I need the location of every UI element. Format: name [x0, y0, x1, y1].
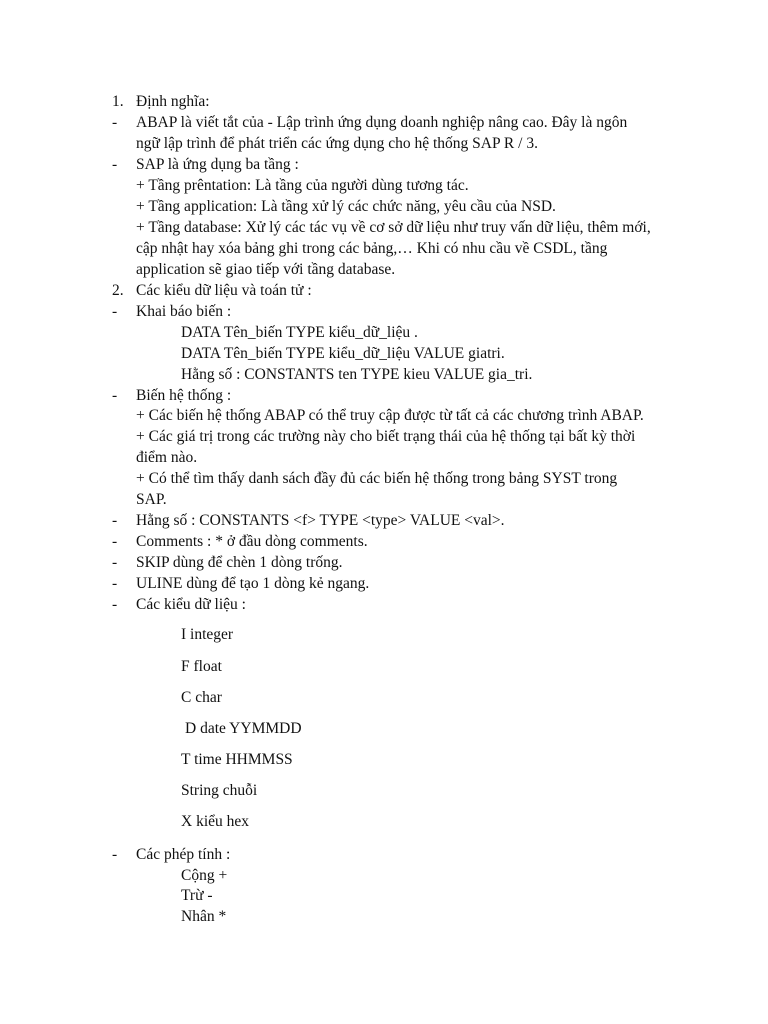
bullet: - [112, 846, 118, 863]
section-1-number: 1. [112, 93, 124, 110]
data-types-title: Các kiểu dữ liệu : [136, 596, 246, 613]
sap-tiers-line-2: + Tầng prêntation: Là tầng của người dùng tương tác. [136, 177, 469, 194]
bullet: - [112, 596, 118, 613]
bullet: - [112, 303, 118, 320]
bullet: - [112, 533, 118, 550]
bullet: - [112, 114, 118, 131]
section-2-number: 2. [112, 282, 124, 299]
operator-item: Trừ - [181, 887, 213, 904]
sap-tiers-line-4: + Tầng database: Xử lý các tác vụ về cơ sở dữ liệu như truy vấn dữ liệu, thêm mới, [136, 219, 651, 236]
system-vars-title: Biến hệ thống : [136, 387, 232, 404]
system-vars-line-5: SAP. [136, 491, 167, 508]
data-type-item: T time HHMMSS [181, 751, 293, 768]
system-vars-line-2: + Các giá trị trong các trường này cho biết trạng thái của hệ thống tại bất kỳ thời [136, 428, 636, 445]
data-type-item: C char [181, 689, 222, 706]
bullet: - [112, 554, 118, 571]
data-type-item: String chuỗi [181, 782, 258, 799]
section-2-title: Các kiểu dữ liệu và toán tử : [136, 282, 312, 299]
sap-tiers-line-6: application sẽ giao tiếp với tầng database. [136, 261, 396, 278]
system-vars-line-4: + Có thể tìm thấy danh sách đầy đủ các biến hệ thống trong bảng SYST trong [136, 470, 618, 487]
system-vars-line-3: điểm nào. [136, 449, 198, 466]
data-type-item: F float [181, 658, 222, 675]
operator-item: Nhân * [181, 908, 227, 925]
sap-tiers-line-1: SAP là ứng dụng ba tầng : [136, 156, 299, 173]
declare-line-3: Hằng số : CONSTANTS ten TYPE kieu VALUE gia_tri. [181, 366, 533, 383]
constants-line: Hằng số : CONSTANTS <f> TYPE <type> VALUE <val>. [136, 512, 505, 529]
bullet: - [112, 512, 118, 529]
system-vars-line-1: + Các biến hệ thống ABAP có thể truy cập được từ tất cả các chương trình ABAP. [136, 407, 644, 424]
data-type-item: I integer [181, 626, 234, 643]
abap-definition-line-2: ngữ lập trình để phát triển các ứng dụng cho hệ thống SAP R / 3. [136, 135, 538, 152]
sap-tiers-line-3: + Tầng application: Là tầng xử lý các chức năng, yêu cầu của NSD. [136, 198, 556, 215]
data-type-item: D date YYMMDD [185, 720, 302, 737]
skip-line: SKIP dùng để chèn 1 dòng trống. [136, 554, 343, 571]
data-type-item: X kiểu hex [181, 813, 250, 830]
uline-line: ULINE dùng để tạo 1 dòng kẻ ngang. [136, 575, 370, 592]
abap-definition-line-1: ABAP là viết tắt của - Lập trình ứng dụng doanh nghiệp nâng cao. Đây là ngôn [136, 114, 628, 131]
operators-title: Các phép tính : [136, 846, 231, 863]
bullet: - [112, 156, 118, 173]
bullet: - [112, 387, 118, 404]
declare-line-1: DATA Tên_biến TYPE kiểu_dữ_liệu . [181, 324, 418, 341]
section-1-title: Định nghĩa: [136, 93, 210, 110]
comments-line: Comments : * ở đầu dòng comments. [136, 533, 368, 550]
operator-item: Cộng + [181, 867, 228, 884]
declare-title: Khai báo biến : [136, 303, 232, 320]
bullet: - [112, 575, 118, 592]
declare-line-2: DATA Tên_biến TYPE kiểu_dữ_liệu VALUE giatri. [181, 345, 505, 362]
sap-tiers-line-5: cập nhật hay xóa bảng ghi trong các bảng,… Khi có nhu cầu về CSDL, tầng [136, 240, 608, 257]
